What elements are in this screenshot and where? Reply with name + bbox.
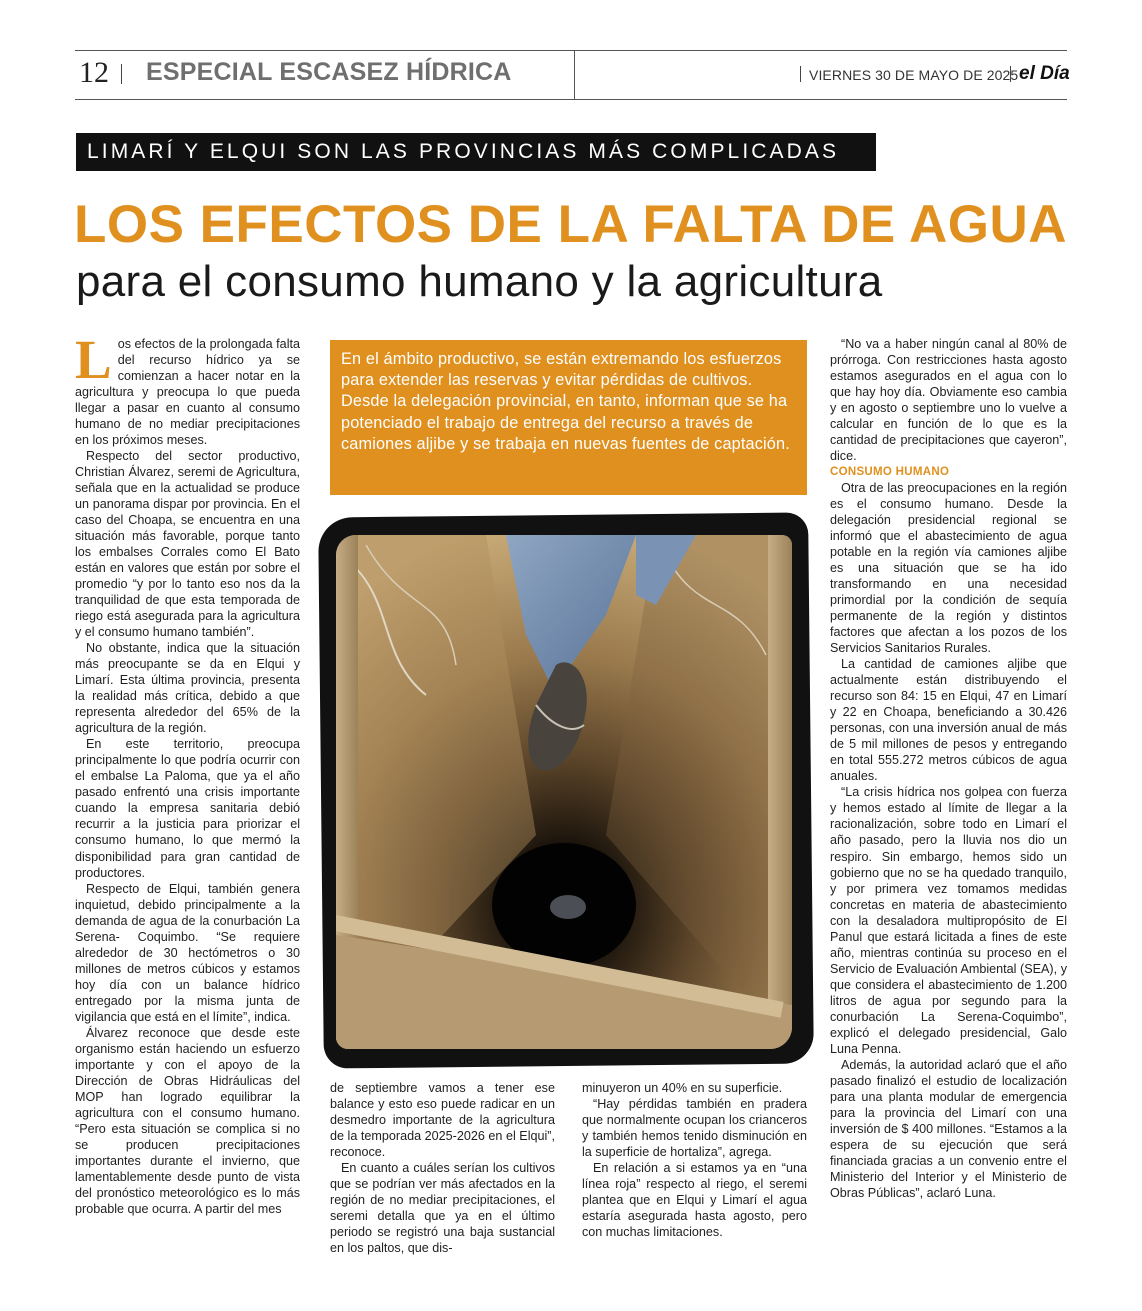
kicker: LIMARÍ Y ELQUI SON LAS PROVINCIAS MÁS COMPLICADAS bbox=[76, 133, 876, 171]
header-divider bbox=[574, 50, 575, 99]
page-number: 12 bbox=[79, 56, 109, 89]
section-title: ESPECIAL ESCASEZ HÍDRICA bbox=[146, 58, 512, 86]
paragraph: En este territorio, preocupa principalmente lo que podría ocurrir con el embalse La Paloma, que ya el año pasado enfrentó una crisis importante cuando la empresa sanitaria debió recurrir a la justicia para priorizar el consumo humano, lo que mermó la disponibilidad para gran cantidad de productores. bbox=[75, 737, 300, 880]
headline: LOS EFECTOS DE LA FALTA DE AGUA bbox=[74, 195, 1068, 254]
pull-quote-box: En el ámbito productivo, se están extremando los esfuerzos para extender las reservas y evitar pérdidas de cultivos. Desde la delegación provincial, en tanto, informan que se ha potenciado el trabajo de entrega del recurso a través de camiones aljibe y se trabaja en nuevas fuentes de captación. bbox=[330, 340, 807, 495]
section-subhead: CONSUMO HUMANO bbox=[830, 466, 950, 479]
well-photo bbox=[336, 535, 792, 1049]
paragraph: No obstante, indica que la situación más preocupante se da en Elqui y Limarí. Esta última provincia, presenta la realidad más crítica, debido a que representa alrededor del 65% de la agricultura de la región. bbox=[75, 641, 300, 736]
article-column-3 bbox=[582, 1080, 807, 1240]
paragraph: En cuanto a cuáles serían los cultivos que se podrían ver más afectados en la región de no mediar precipitaciones, el seremi detalla que ya en el último periodo se registró una baja sustancial en los paltos, que dis- bbox=[330, 1161, 555, 1256]
paragraph: minuyeron un 40% en su superficie. bbox=[582, 1081, 783, 1095]
paragraph: “No va a haber ningún canal al 80% de prórroga. Con restricciones hasta agosto estamos asegurados en el agua con lo que hay hoy día. Obviamente eso cambia y en agosto o septiembre uno lo vuelve a calcular en función de lo que es la cantidad de precipitaciones que cayeron”, dice. bbox=[830, 337, 1067, 464]
header-separator bbox=[800, 66, 801, 82]
paragraph: “Hay pérdidas también en pradera que normalmente ocupan los crianceros y también hemos tenido disminución en la superficie de hortaliza”, agrega. bbox=[582, 1097, 807, 1160]
paragraph: Álvarez reconoce que desde este organismo están haciendo un esfuerzo importante y con el apoyo de la Dirección de Obras Hidráulicas del MOP han logrado equilibrar la agricultura con el consumo humano. “Pero esta situación se complica si no se producen precipitaciones importantes durante el invierno, que lamentablemente desde punto de vista del pronóstico meteorológico es lo más probable que ocurra. A partir del mes bbox=[75, 1025, 300, 1216]
paragraph: Los efectos de la prolongada falta del recurso hídrico ya se comienzan a hacer notar en la agricultura y preocupa lo que pueda llegar a pasar en cuanto al consumo humano de no mediar precipitaciones en los próximos meses. bbox=[75, 329, 300, 448]
issue-date: VIERNES 30 DE MAYO DE 2025 bbox=[809, 67, 1019, 83]
paragraph: de septiembre vamos a tener ese balance y esto eso puede radicar en un desmedro importante de la agricultura de la temporada 2025-2026 en el Elqui”, reconoce. bbox=[330, 1081, 555, 1160]
article-column-1 bbox=[75, 329, 300, 1217]
paragraph: En relación a si estamos ya en “una línea roja” respecto al riego, el seremi plantea que en Elqui y Limarí el agua estaría asegurada hasta agosto, pero con muchas limitaciones. bbox=[582, 1161, 807, 1240]
article-column-4 bbox=[830, 336, 1067, 1201]
paragraph: Además, la autoridad aclaró que el año pasado finalizó el estudio de localización para una planta modular de emergencia para la provincia del Limarí con una inversión de $ 400 millones. “Estamos a la espera de su ejecución que será financiada gracias a un convenio entre el Ministerio del Interior y el Ministerio de Obras Públicas”, aclaró Luna. bbox=[830, 1057, 1067, 1200]
newspaper-logo: el Día bbox=[1019, 63, 1070, 84]
header-top-rule bbox=[75, 50, 1067, 51]
paragraph: Otra de las preocupaciones en la región es el consumo humano. Desde la delegación presidencial regional se informó que el abastecimiento de agua potable en la región vía camiones aljibe es una situación que se ha ido transformando en una necesidad primordial por la condición de sequía permanente de la región y distintos factores que afectan a los pozos de los Servicios Sanitarios Rurales. bbox=[830, 481, 1067, 656]
subheadline: para el consumo humano y la agricultura bbox=[76, 257, 883, 306]
paragraph: La cantidad de camiones aljibe que actualmente están distribuyendo el recurso son 84: 15 en Elqui, 47 en Limarí y 22 en Choapa, beneficiando a 30.426 personas, con una inversión anual de más de 5 mil millones de pesos y entregando en total 555.272 metros cúbicos de agua anuales. bbox=[830, 657, 1067, 784]
paragraph: Respecto del sector productivo, Christian Álvarez, seremi de Agricultura, señala que en la actualidad se produce un panorama dispar por provincia. En el caso del Choapa, se encuentra en una situación más favorable, porque tanto los embalses Corrales como El Bato están en valores que están por sobre el promedio “y por lo tanto eso nos da la tranquilidad de que esta temporada de riego está asegurada para la agricultura y el consumo humano también”. bbox=[75, 449, 300, 640]
paragraph: “La crisis hídrica nos golpea con fuerza y hemos estado al límite de llegar a la racionalización, sobre todo en Limarí el año pasado, pero la lluvia nos dio un respiro. Sin embargo, hemos sido un gobierno que no se ha quedado tranquilo, y por primera vez tomamos medidas concretas en materia de abastecimiento con la desaladora multipropósito de El Panul que estará licitada a fines de este año, mientras continúa su proceso en el Servicio de Evaluación Ambiental (SEA), y que considera el abastecimiento de 1.200 litros de agua por segundo para la conurbación La Serena-Coquimbo”, explicó el delegado presidencial, Galo Luna Penna. bbox=[830, 785, 1067, 1056]
paragraph: Respecto de Elqui, también genera inquietud, debido principalmente a la demanda de agua de la conurbación La Serena- Coquimbo. “Se requiere alrededor de 30 hectómetros o 30 millones de metros cúbicos y estamos hoy día con un balance hídrico entregado por la misma junta de vigilancia que está en el límite”, indica. bbox=[75, 881, 300, 1024]
article-column-2 bbox=[330, 1080, 555, 1256]
header-separator bbox=[1010, 66, 1011, 82]
header-bottom-rule bbox=[75, 99, 1067, 100]
header-separator bbox=[121, 64, 122, 84]
drop-cap: L bbox=[75, 329, 112, 390]
